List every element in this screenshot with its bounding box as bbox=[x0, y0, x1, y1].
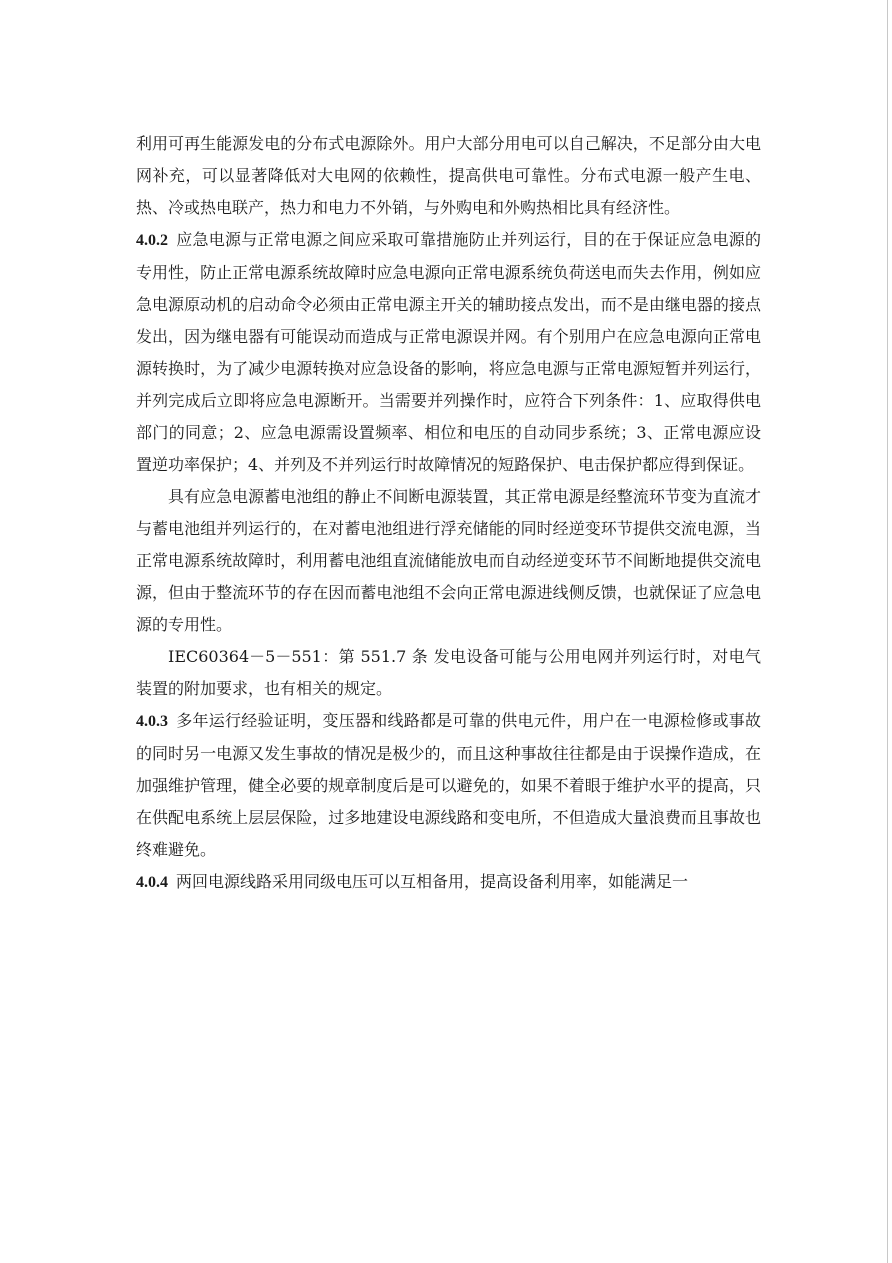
clause-4-0-4 bbox=[136, 866, 761, 899]
paragraph-iec-reference bbox=[136, 641, 761, 705]
paragraph-text: 应急电源与正常电源之间应采取可靠措施防止并列运行，目的在于保证应急电源的专用性，防止正常电源系统故障时应急电源向正常电源系统负荷送电而失去作用，例如应急电源原动机的启动命令必须由正常电源主开关的辅助接点发出，而不是由继电器的接点发出，因为继电器有可能误动而造成与正常电源误并网。有个别用户在应急电源向正常电源转换时，为了减少电源转换对应急设备的影响，将应急电源与正常电源短暂并列运行，并列完成后立即将应急电源断开。当需要并列操作时，应符合下列条件：1、应取得供电部门的同意；2、应急电源需设置频率、相位和电压的自动同步系统；3、正常电源应设置逆功率保护；4、并列及不并列运行时故障情况的短路保护、电击保护都应得到保证。 bbox=[136, 230, 761, 474]
clause-number: 4.0.2 bbox=[136, 232, 168, 249]
page-edge-divider bbox=[887, 0, 888, 1263]
paragraph-text: 具有应急电源蓄电池组的静止不间断电源装置，其正常电源是经整流环节变为直流才与蓄电池组并列运行的，在对蓄电池组进行浮充储能的同时经逆变环节提供交流电源，当正常电源系统故障时，利用蓄电池组直流储能放电而自动经逆变环节不间断地提供交流电源，但由于整流环节的存在因而蓄电池组不会向正常电源进线侧反馈，也就保证了应急电源的专用性。 bbox=[136, 487, 761, 634]
paragraph-text: 两回电源线路采用同级电压可以互相备用，提高设备利用率，如能满足一 bbox=[176, 872, 689, 891]
paragraph-ups-explanation bbox=[136, 481, 761, 641]
document-body bbox=[136, 128, 761, 899]
clause-number: 4.0.4 bbox=[136, 874, 168, 891]
paragraph-text: IEC60364－5－551：第 551.7 条 发电设备可能与公用电网并列运行时，对电气装置的附加要求，也有相关的规定。 bbox=[136, 647, 761, 698]
clause-4-0-2 bbox=[136, 224, 761, 481]
clause-4-0-3 bbox=[136, 705, 761, 866]
paragraph-continuation bbox=[136, 128, 761, 224]
clause-number: 4.0.3 bbox=[136, 713, 168, 730]
paragraph-text: 利用可再生能源发电的分布式电源除外。用户大部分用电可以自己解决，不足部分由大电网补充，可以显著降低对大电网的依赖性，提高供电可靠性。分布式电源一般产生电、热、冷或热电联产，热力和电力不外销，与外购电和外购热相比具有经济性。 bbox=[136, 134, 761, 217]
paragraph-text: 多年运行经验证明，变压器和线路都是可靠的供电元件，用户在一电源检修或事故的同时另一电源又发生事故的情况是极少的，而且这种事故往往都是由于误操作造成，在加强维护管理，健全必要的规章制度后是可以避免的，如果不着眼于维护水平的提高，只在供配电系统上层层保险，过多地建设电源线路和变电所，不但造成大量浪费而且事故也终难避免。 bbox=[136, 711, 761, 859]
